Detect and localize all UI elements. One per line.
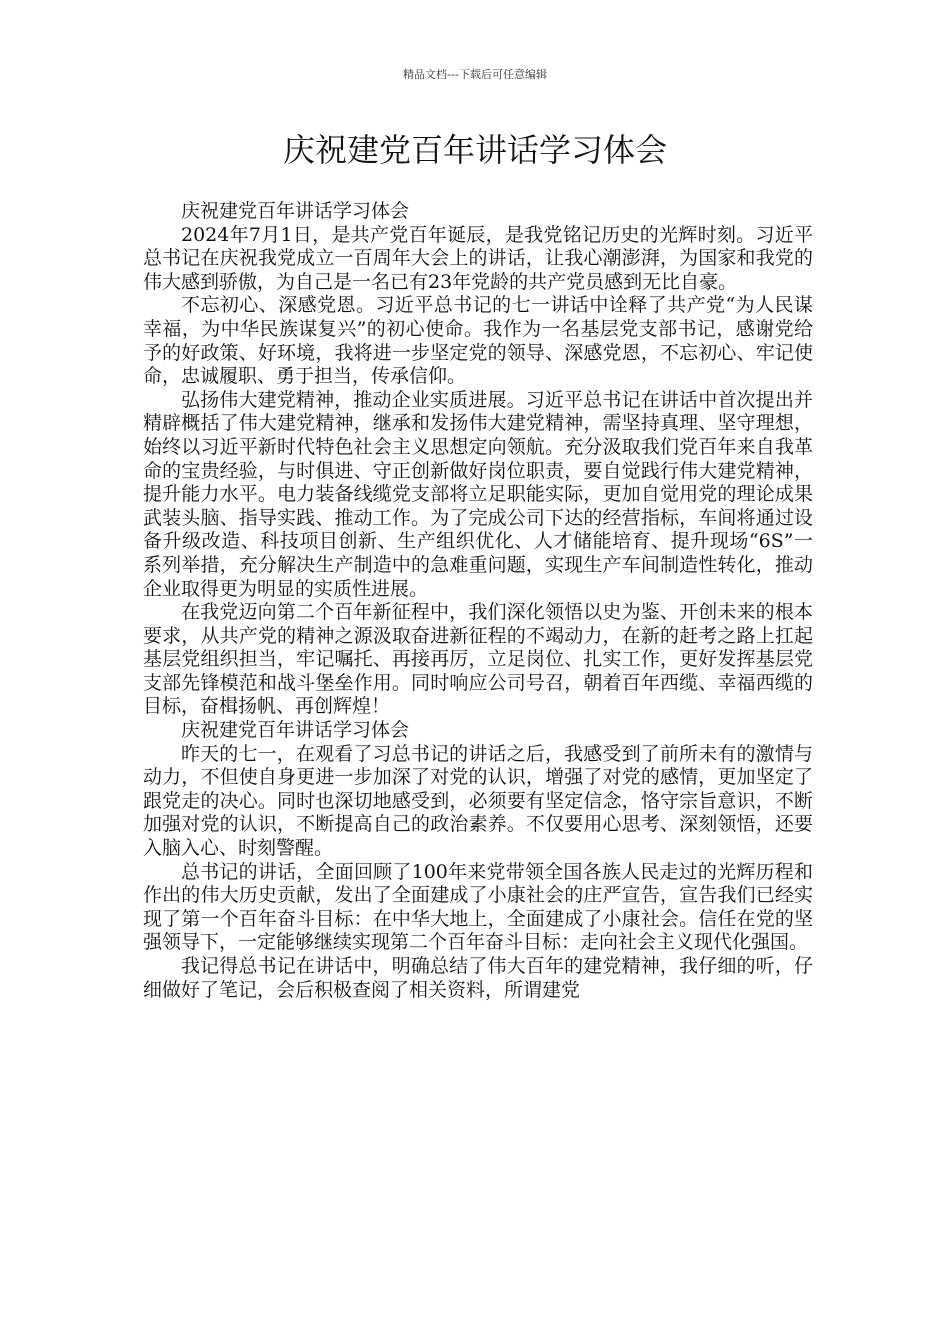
paragraph: 2024年7月1日，是共产党百年诞辰，是我党铭记历史的光辉时刻。习近平总书记在庆祝我党成立一百周年大会上的讲话，让我心潮澎湃，为国家和我党的伟大感到骄傲，为自己是一名已有23年党龄的共产党员感到无比自豪。 <box>143 223 813 293</box>
paragraph: 昨天的七一，在观看了习总书记的讲话之后，我感受到了前所未有的激情与动力，不但使自身更进一步加深了对党的认识，增强了对党的感情，更加坚定了跟党走的决心。同时也深切地感受到，必须要有坚定信念，恪守宗旨意识，不断加强对党的认识，不断提高自己的政治素养。不仅要用心思考、深刻领悟，还要入脑入心、时刻警醒。 <box>143 742 813 860</box>
subheading: 庆祝建党百年讲话学习体会 <box>181 719 410 742</box>
subheading: 庆祝建党百年讲话学习体会 <box>181 200 410 222</box>
document-body <box>143 200 813 1002</box>
header-note: 精品文档---下载后可任意编辑 <box>403 68 547 81</box>
paragraph: 在我党迈向第二个百年新征程中，我们深化领悟以史为鉴、开创未来的根本要求，从共产党的精神之源汲取奋进新征程的不竭动力，在新的赶考之路上扛起基层党组织担当，牢记嘱托、再接再厉，立足岗位、扎实工作，更好发挥基层党支部先锋模范和战斗堡垒作用。同时响应公司号召，朝着百年西缆、幸福西缆的目标，奋楫扬帆、再创辉煌！ <box>143 601 813 718</box>
paragraph: 总书记的讲话，全面回顾了100年来党带领全国各族人民走过的光辉历程和作出的伟大历史贡献，发出了全面建成了小康社会的庄严宣告，宣告我们已经实现了第一个百年奋斗目标：在中华大地上，全面建成了小康社会。信任在党的坚强领导下，一定能够继续实现第二个百年奋斗目标：走向社会主义现代化强国。 <box>143 860 813 954</box>
document-title: 庆祝建党百年讲话学习体会 <box>282 131 667 169</box>
paragraph: 不忘初心、深感党恩。习近平总书记的七一讲话中诠释了共产党“为人民谋幸福，为中华民族谋复兴”的初心使命。我作为一名基层党支部书记，感谢党给予的好政策、好环境，我将进一步坚定党的领导、深感党恩，不忘初心、牢记使命，忠诚履职、勇于担当，传承信仰。 <box>143 294 813 388</box>
paragraph: 弘扬伟大建党精神，推动企业实质进展。习近平总书记在讲话中首次提出并精辟概括了伟大建党精神，继承和发扬伟大建党精神，需坚持真理、坚守理想，始终以习近平新时代特色社会主义思想定向领航。充分汲取我们党百年来自我革命的宝贵经验，与时俱进、守正创新做好岗位职责，要自觉践行伟大建党精神，提升能力水平。电力装备线缆党支部将立足职能实际，更加自觉用党的理论成果武装头脑、指导实践、推动工作。为了完成公司下达的经营指标，车间将通过设备升级改造、科技项目创新、生产组织优化、人才储能培育、提升现场“6S”一系列举措，充分解决生产制造中的急难重问题，实现生产车间制造性转化，推动企业取得更为明显的实质性进展。 <box>143 388 813 600</box>
paragraph: 我记得总书记在讲话中，明确总结了伟大百年的建党精神，我仔细的听，仔细做好了笔记，会后积极查阅了相关资料，所谓建党 <box>143 955 813 1001</box>
